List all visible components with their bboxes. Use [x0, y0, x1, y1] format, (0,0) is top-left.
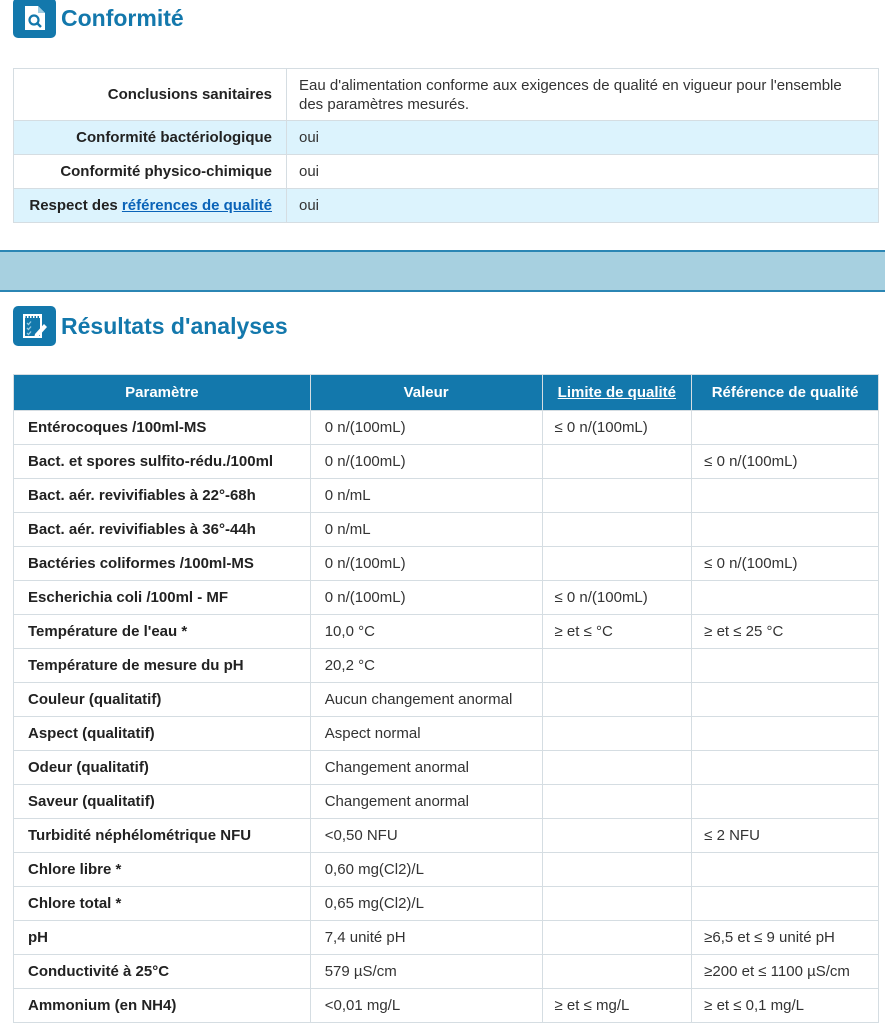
limit-cell [542, 751, 692, 785]
value-cell: 0 n/mL [310, 479, 542, 513]
checklist-edit-icon [13, 306, 56, 346]
value-cell: Changement anormal [310, 785, 542, 819]
parameter-cell: Bactéries coliformes /100ml-MS [14, 547, 311, 581]
limit-cell [542, 853, 692, 887]
value-cell: 0,60 mg(Cl2)/L [310, 853, 542, 887]
value-cell: <0,01 mg/L [310, 989, 542, 1023]
reference-cell [692, 649, 879, 683]
parameter-cell: Bact. et spores sulfito-rédu./100ml [14, 445, 311, 479]
parameter-cell: Odeur (qualitatif) [14, 751, 311, 785]
value-cell: 579 µS/cm [310, 955, 542, 989]
limit-cell [542, 785, 692, 819]
parameter-cell: Conductivité à 25°C [14, 955, 311, 989]
row-label [14, 189, 287, 223]
table-row [14, 445, 879, 479]
section-divider-band [0, 250, 885, 292]
table-row [14, 121, 879, 155]
limit-cell: ≥ et ≤ °C [542, 615, 692, 649]
reference-cell [692, 751, 879, 785]
limit-cell [542, 547, 692, 581]
limit-cell: ≥ et ≤ mg/L [542, 989, 692, 1023]
table-row [14, 513, 879, 547]
reference-cell: ≥200 et ≤ 1100 µS/cm [692, 955, 879, 989]
reference-cell: ≥6,5 et ≤ 9 unité pH [692, 921, 879, 955]
table-row [14, 989, 879, 1023]
table-row [14, 819, 879, 853]
table-row [14, 615, 879, 649]
table-row [14, 189, 879, 223]
table-row [14, 853, 879, 887]
parameter-cell: Entérocoques /100ml-MS [14, 411, 311, 445]
limit-cell: ≤ 0 n/(100mL) [542, 411, 692, 445]
table-row [14, 717, 879, 751]
conformite-heading [13, 0, 184, 38]
table-row [14, 411, 879, 445]
table-row [14, 69, 879, 121]
value-cell: 0,65 mg(Cl2)/L [310, 887, 542, 921]
reference-cell: ≤ 0 n/(100mL) [692, 445, 879, 479]
table-row [14, 887, 879, 921]
value-cell: 7,4 unité pH [310, 921, 542, 955]
parameter-cell: Bact. aér. revivifiables à 36°-44h [14, 513, 311, 547]
reference-cell [692, 683, 879, 717]
table-row [14, 955, 879, 989]
limit-cell [542, 921, 692, 955]
parameter-cell: Saveur (qualitatif) [14, 785, 311, 819]
table-header-row [14, 375, 879, 411]
reference-cell: ≤ 2 NFU [692, 819, 879, 853]
reference-cell [692, 785, 879, 819]
value-cell: Aspect normal [310, 717, 542, 751]
table-row [14, 683, 879, 717]
header-valeur: Valeur [310, 375, 542, 411]
parameter-cell: Escherichia coli /100ml - MF [14, 581, 311, 615]
table-row [14, 479, 879, 513]
value-cell: 0 n/(100mL) [310, 445, 542, 479]
header-parametre: Paramètre [14, 375, 311, 411]
parameter-cell: Chlore libre * [14, 853, 311, 887]
value-cell: 0 n/(100mL) [310, 581, 542, 615]
resultats-title: Résultats d'analyses [61, 312, 288, 339]
value-cell: 0 n/(100mL) [310, 411, 542, 445]
row-value: oui [287, 121, 879, 155]
value-cell: 0 n/(100mL) [310, 547, 542, 581]
value-cell: 20,2 °C [310, 649, 542, 683]
resultats-heading [13, 306, 288, 346]
limit-cell: ≤ 0 n/(100mL) [542, 581, 692, 615]
reference-cell: ≥ et ≤ 25 °C [692, 615, 879, 649]
reference-cell [692, 887, 879, 921]
parameter-cell: Chlore total * [14, 887, 311, 921]
parameter-cell: Aspect (qualitatif) [14, 717, 311, 751]
parameter-cell: Ammonium (en NH4) [14, 989, 311, 1023]
row-label: Conformité bactériologique [14, 121, 287, 155]
limit-cell [542, 683, 692, 717]
value-cell: Aucun changement anormal [310, 683, 542, 717]
row-label: Conformité physico-chimique [14, 155, 287, 189]
reference-cell [692, 479, 879, 513]
limit-cell [542, 819, 692, 853]
limit-cell [542, 649, 692, 683]
table-row [14, 649, 879, 683]
references-qualite-link[interactable]: références de qualité [121, 197, 272, 214]
table-row [14, 751, 879, 785]
limit-cell [542, 513, 692, 547]
row-label: Conclusions sanitaires [14, 69, 287, 121]
parameter-cell: Température de l'eau * [14, 615, 311, 649]
table-row [14, 547, 879, 581]
table-row [14, 155, 879, 189]
header-limite [542, 375, 692, 411]
resultats-table-body [14, 411, 879, 1023]
row-value: Eau d'alimentation conforme aux exigences de qualité en vigueur pour l'ensemble des paramètres mesurés. [287, 69, 879, 121]
limit-cell [542, 717, 692, 751]
table-row [14, 785, 879, 819]
table-row [14, 581, 879, 615]
value-cell: <0,50 NFU [310, 819, 542, 853]
value-cell: Changement anormal [310, 751, 542, 785]
value-cell: 10,0 °C [310, 615, 542, 649]
limit-cell [542, 955, 692, 989]
reference-cell [692, 411, 879, 445]
reference-cell: ≥ et ≤ 0,1 mg/L [692, 989, 879, 1023]
reference-cell [692, 581, 879, 615]
parameter-cell: Température de mesure du pH [14, 649, 311, 683]
limit-cell [542, 479, 692, 513]
reference-cell [692, 513, 879, 547]
reference-cell [692, 853, 879, 887]
limit-cell [542, 887, 692, 921]
conformite-title: Conformité [61, 4, 184, 31]
header-reference: Référence de qualité [692, 375, 879, 411]
reference-cell: ≤ 0 n/(100mL) [692, 547, 879, 581]
document-search-icon [13, 0, 56, 38]
reference-cell [692, 717, 879, 751]
limite-qualite-link[interactable]: Limite de qualité [557, 384, 677, 401]
parameter-cell: Turbidité néphélométrique NFU [14, 819, 311, 853]
row-value: oui [287, 189, 879, 223]
parameter-cell: Bact. aér. revivifiables à 22°-68h [14, 479, 311, 513]
value-cell: 0 n/mL [310, 513, 542, 547]
parameter-cell: pH [14, 921, 311, 955]
parameter-cell: Couleur (qualitatif) [14, 683, 311, 717]
table-row [14, 921, 879, 955]
limit-cell [542, 445, 692, 479]
resultats-table [13, 374, 879, 1023]
conformite-table [13, 68, 879, 223]
row-value: oui [287, 155, 879, 189]
row-label-prefix: Respect des [29, 197, 122, 214]
